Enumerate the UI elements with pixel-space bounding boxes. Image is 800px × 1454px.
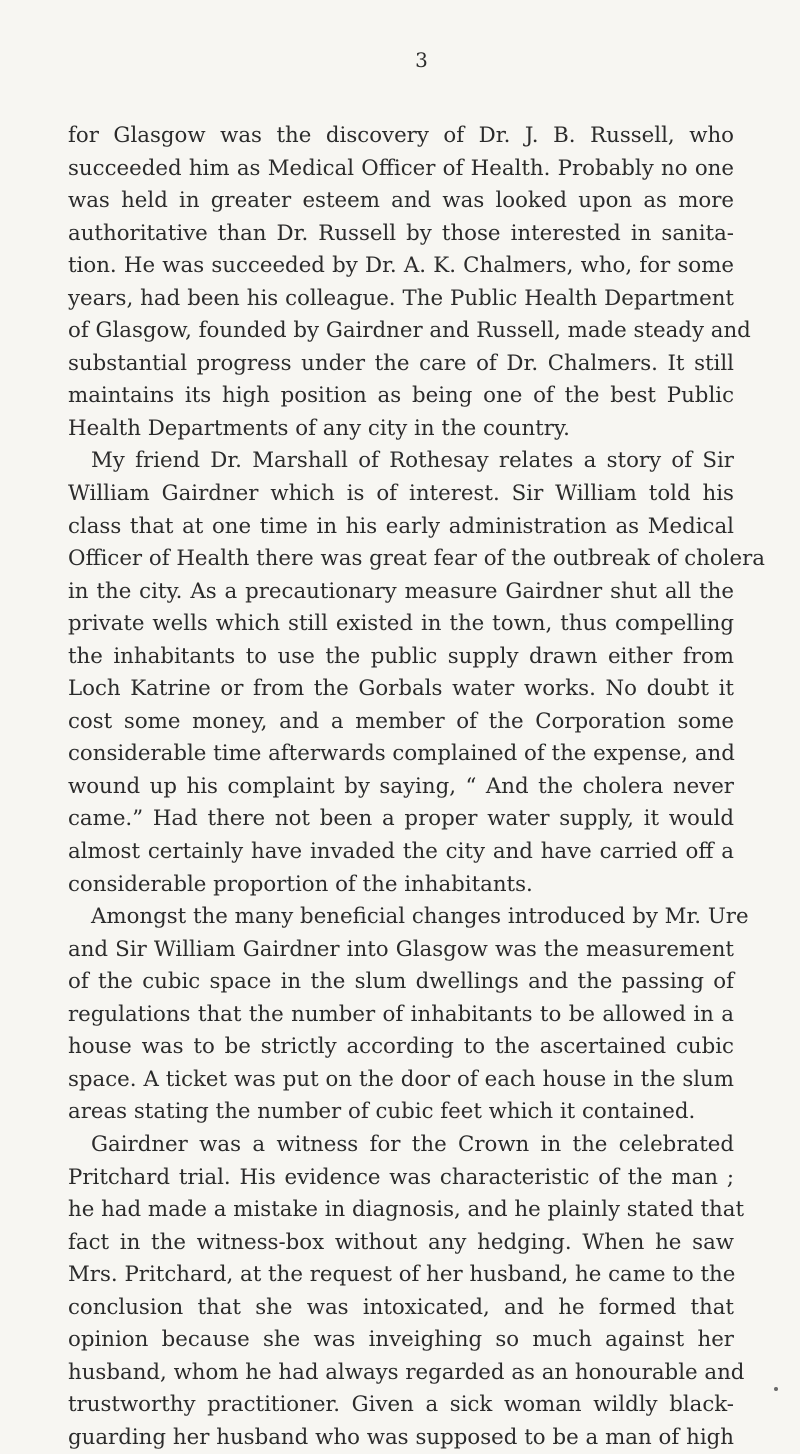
- text-line: authoritative than Dr. Russell by those interested in sanita-: [68, 220, 734, 246]
- text-line: maintains its high position as being one of the best Public: [68, 383, 734, 409]
- scan-speck: [774, 1387, 778, 1391]
- text-line: of the cubic space in the slum dwellings and the passing of: [68, 969, 734, 995]
- paragraph: [68, 1129, 745, 1454]
- text-line: tion. He was succeeded by Dr. A. K. Chalmers, who, for some: [68, 253, 734, 279]
- text-line: of Glasgow, founded by Gairdner and Russell, made steady and: [68, 318, 751, 344]
- text-line: almost certainly have invaded the city and have carried off a: [68, 839, 734, 865]
- paragraph: [68, 901, 749, 1129]
- text-line: William Gairdner which is of interest. Sir William told his: [68, 481, 734, 507]
- page-number: 3: [415, 48, 429, 72]
- text-line: My friend Dr. Marshall of Rothesay relates a story of Sir: [91, 448, 734, 474]
- text-line: Pritchard trial. His evidence was characteristic of the man ;: [68, 1164, 734, 1190]
- text-line: Gairdner was a witness for the Crown in the celebrated: [91, 1131, 734, 1157]
- text-line: considerable time afterwards complained of the expense, and: [68, 741, 735, 767]
- text-line: Amongst the many beneficial changes introduced by Mr. Ure: [91, 904, 749, 930]
- text-line: for Glasgow was the discovery of Dr. J. B. Russell, who: [68, 123, 734, 148]
- text-line: areas stating the number of cubic feet which it contained.: [68, 1099, 696, 1125]
- text-line: substantial progress under the care of Dr. Chalmers. It still: [68, 350, 734, 376]
- text-line: succeeded him as Medical Officer of Health. Probably no one: [68, 155, 734, 181]
- text-line: Loch Katrine or from the Gorbals water works. No doubt it: [68, 676, 734, 702]
- paragraph: [68, 120, 751, 445]
- text-line: the inhabitants to use the public supply drawn either from: [68, 643, 734, 669]
- text-line: opinion because she was inveighing so much against her: [68, 1327, 734, 1353]
- text-line: fact in the witness-box without any hedging. When he saw: [68, 1229, 734, 1255]
- text-line: private wells which still existed in the town, thus compelling: [68, 611, 734, 637]
- text-line: in the city. As a precautionary measure Gairdner shut all the: [68, 578, 734, 604]
- text-line: conclusion that she was intoxicated, and he formed that: [68, 1294, 734, 1320]
- paragraph: [68, 445, 765, 901]
- text-line: space. A ticket was put on the door of each house in the slum: [68, 1066, 734, 1092]
- text-line: he had made a mistake in diagnosis, and he plainly stated that: [68, 1197, 745, 1223]
- text-line: Officer of Health there was great fear of the outbreak of cholera: [68, 546, 765, 572]
- text-line: considerable proportion of the inhabitants.: [68, 871, 533, 897]
- text-line: house was to be strictly according to the ascertained cubic: [68, 1034, 734, 1060]
- text-line: husband, whom he had always regarded as an honourable and: [68, 1359, 745, 1385]
- text-line: trustworthy practitioner. Given a sick woman wildly black-: [68, 1392, 734, 1418]
- text-line: class that at one time in his early administration as Medical: [68, 513, 734, 539]
- text-line: years, had been his colleague. The Public Health Department: [68, 285, 734, 311]
- text-line: Health Departments of any city in the country.: [68, 415, 570, 441]
- text-line: regulations that the number of inhabitants to be allowed in a: [68, 1001, 734, 1027]
- text-line: and Sir William Gairdner into Glasgow was the measurement: [68, 936, 734, 962]
- text-line: wound up his complaint by saying, “ And the cholera never: [68, 773, 734, 799]
- body-text: [68, 120, 765, 1454]
- text-line: cost some money, and a member of the Corporation some: [68, 708, 734, 734]
- text-line: Mrs. Pritchard, at the request of her husband, he came to the: [68, 1262, 736, 1288]
- text-line: came.” Had there not been a proper water supply, it would: [68, 806, 734, 832]
- text-line: guarding her husband who was supposed to be a man of high: [68, 1424, 734, 1450]
- text-line: was held in greater esteem and was looked upon as more: [68, 188, 734, 214]
